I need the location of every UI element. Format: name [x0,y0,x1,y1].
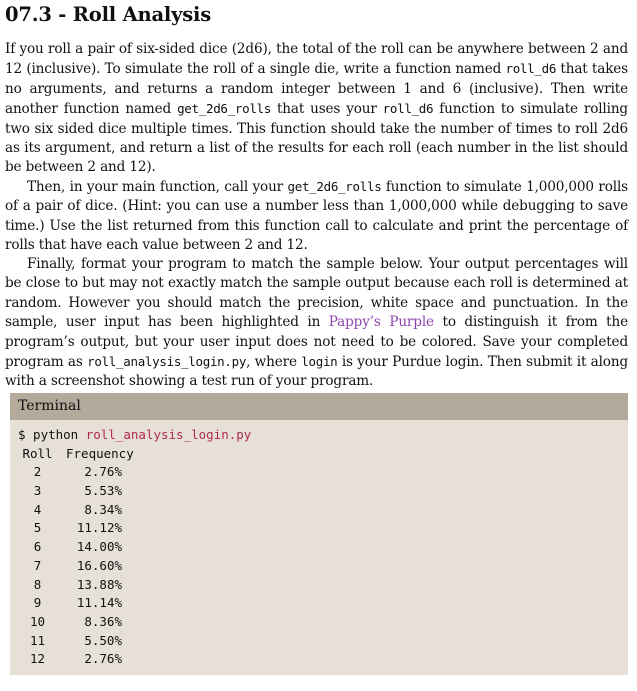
frequency-value: 5.53% [84,483,122,499]
text: function to simulate 1,000,000 rolls of a pair of dice. (Hint: you can use a number less than 1,000,000 while debugging to save time.) Use the list returned from this function call to calculate and print the percentage of rolls that have each value between 2 and 12. [5,179,628,254]
code-get-2d6-rolls: get_2d6_rolls [177,101,271,117]
text: to distinguish it from the program’s output, but your user input does not need to be colored. Save your completed program as [5,314,628,371]
frequency-value: 14.00% [76,539,122,555]
prompt: $ python [18,427,86,442]
terminal-output [18,426,624,675]
text: Finally, format your program to match the sample below. Your output percentages will be close to but may not exactly match the sample output because each roll is determined at random. However you should match the precision, white space and punctuation. In the sample, user input has been highlighted in [5,256,628,331]
table-row [18,463,624,482]
column-frequency: Frequency [66,445,134,461]
frequency-value: 8.36% [84,613,122,629]
roll-value: 11 [29,632,46,648]
text: function to simulate rolling two six sided dice multiple times. This function should take the number of times to roll 2d6 as its argument, and return a list of the results for each roll (each number in the list should be between 2 and 12). [5,101,628,176]
text: , where [246,354,302,371]
roll-value: 6 [33,539,42,555]
roll-value: 12 [29,651,46,667]
roll-value: 8 [33,576,42,592]
frequency-value: 11.12% [76,520,122,536]
text: is your Purdue login. Then submit it along with a screenshot showing a test run of your program. [5,354,629,390]
code-roll-d6: roll_d6 [505,61,557,77]
paragraph-format [5,255,628,392]
text: that takes no arguments, and returns a random integer between 1 and 6 (inclusive). Then write another function named [5,61,629,118]
command-argument: roll_analysis_login.py [85,427,252,442]
terminal-box [10,393,628,675]
table-row [18,501,624,520]
command-line [18,426,624,445]
frequency-value: 2.76% [84,651,122,667]
frequency-value: 11.14% [76,595,122,611]
roll-value: 7 [33,557,42,573]
table-row [18,576,624,595]
text: that uses your [271,101,383,118]
roll-value: 5 [33,520,42,536]
code-filename: roll_analysis_login.py [87,354,247,370]
code-roll-d6: roll_d6 [382,101,434,117]
frequency-value: 5.50% [84,632,122,648]
table-row [18,482,624,501]
roll-value: 9 [33,595,42,611]
roll-value: 10 [29,613,46,629]
table-row [18,594,624,613]
paragraph-main [5,177,628,256]
table-row [18,632,624,651]
column-roll: Roll [22,445,53,461]
roll-value: 4 [33,501,42,517]
code-login: login [301,354,338,370]
table-row [18,650,624,669]
roll-value: 3 [33,483,42,499]
text: If you roll a pair of six-sided dice (2d6), the total of the roll can be anywhere between 2 and 12 (inclusive). To simulate the roll of a single die, write a function named [5,41,628,78]
frequency-value: 16.60% [76,557,122,573]
page-title: 07.3 - Roll Analysis [5,3,212,26]
frequency-value: 13.88% [76,576,122,592]
pappys-purple-text: Pappy’s Purple [328,314,434,331]
text: Then, in your main function, call your [27,179,288,195]
table-rows [18,463,624,669]
table-row [18,613,624,632]
roll-value: 2 [33,464,42,480]
frequency-value: 8.34% [84,501,122,517]
code-get-2d6-rolls: get_2d6_rolls [287,179,382,194]
table-header [18,445,624,464]
table-row [18,519,624,538]
paragraph-intro [5,40,628,178]
table-row [18,557,624,576]
terminal-header: Terminal [10,393,628,420]
frequency-value: 2.76% [84,464,122,480]
table-row [18,538,624,557]
